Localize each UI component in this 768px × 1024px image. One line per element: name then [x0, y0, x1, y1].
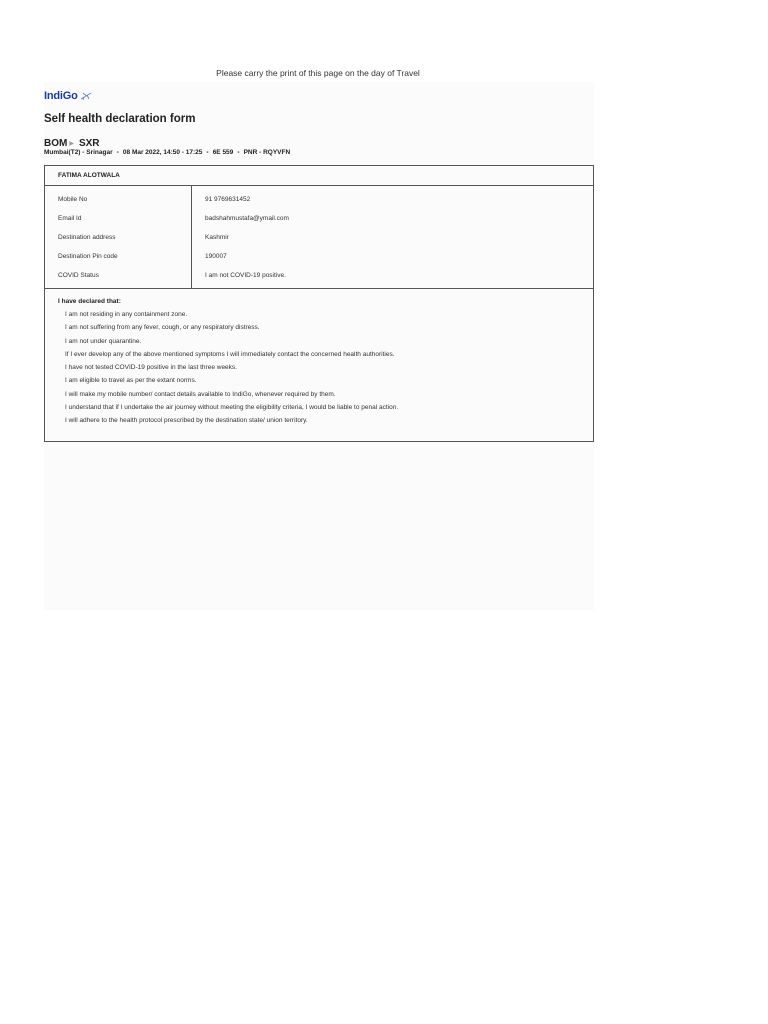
declaration-item: I am not under quarantine.: [65, 337, 142, 345]
declaration-heading: I have declared that:: [58, 298, 121, 305]
trip-datetime: 08 Mar 2022, 14:50 - 17:25: [122, 149, 203, 156]
detail-value: Kashmir: [205, 234, 229, 241]
separator-dot: •: [237, 149, 240, 156]
arrow-right-icon: ▶: [69, 141, 74, 147]
route-header: [44, 138, 100, 149]
page-title: Self health declaration form: [44, 113, 196, 125]
detail-value: I am not COVID-19 positive.: [205, 272, 286, 279]
plane-icon: [80, 91, 92, 101]
declaration-list: [58, 311, 593, 431]
logo-text: IndiGo: [44, 90, 78, 102]
declaration-item: I will make my mobile number/ contact details available to IndiGo, whenever required by them.: [65, 390, 336, 398]
declaration-item: I am not residing in any containment zone.: [65, 311, 188, 318]
flight-number: 6E 559: [212, 149, 234, 156]
trip-sectors: Mumbai(T2) - Srinagar: [44, 149, 113, 156]
passenger-details: [45, 186, 593, 289]
indigo-logo: [44, 90, 92, 102]
destination-code: SXR: [78, 138, 100, 149]
detail-row-covid-status: [45, 272, 593, 284]
trip-details: [44, 149, 290, 156]
declaration-item: If I ever develop any of the above mentioned symptoms I will immediately contact the concerned health authorities.: [65, 350, 395, 358]
detail-label: Mobile No: [58, 196, 88, 203]
declaration-item: I am not suffering from any fever, cough, or any respiratory distress.: [65, 324, 260, 332]
passenger-name: FATIMA ALOTWALA: [45, 166, 593, 186]
detail-value: badshahmustafa@ymail.com: [205, 215, 289, 222]
separator-dot: •: [206, 149, 209, 156]
detail-row-pincode: [45, 253, 593, 265]
detail-row-mobile: [45, 196, 593, 208]
detail-label: Email Id: [58, 215, 82, 222]
detail-label: Destination Pin code: [58, 253, 118, 260]
separator-dot: •: [116, 149, 119, 156]
declaration-item: I am eligible to travel as per the extant norms.: [65, 377, 197, 385]
declaration-item: I have not tested COVID-19 positive in the last three weeks.: [65, 364, 237, 372]
declaration-item: I understand that if I undertake the air journey without meeting the eligibility criteria, I would be liable to penal action.: [65, 404, 399, 412]
detail-label: Destination address: [58, 234, 116, 241]
declaration-section: [45, 289, 593, 431]
detail-row-address: [45, 234, 593, 246]
origin-code: BOM: [44, 138, 68, 149]
declaration-item: I will adhere to the health protocol prescribed by the destination state/ union territory.: [65, 417, 308, 425]
detail-label: COVID Status: [58, 272, 99, 279]
passenger-card: [44, 165, 594, 442]
detail-value: 91 9769631452: [205, 196, 251, 203]
detail-row-email: [45, 215, 593, 227]
pnr: PNR - RQYVFN: [243, 149, 291, 156]
detail-value: 190007: [205, 253, 227, 260]
print-instruction: Please carry the print of this page on the day of Travel: [216, 68, 420, 78]
